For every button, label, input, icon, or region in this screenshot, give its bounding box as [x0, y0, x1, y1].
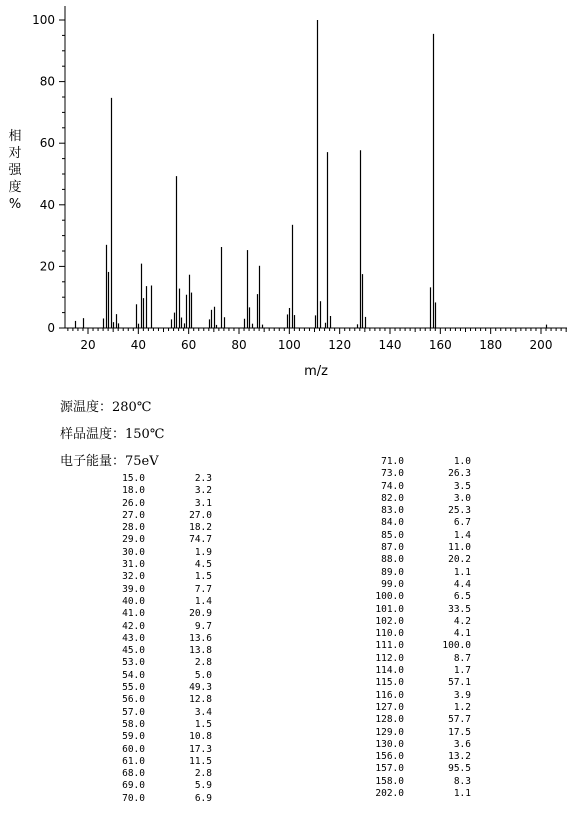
y-axis-label-char: 度: [8, 180, 22, 195]
mz-value: 82.0: [381, 492, 404, 504]
mz-value: 31.0: [122, 559, 145, 571]
abundance-value: 3.4: [194, 706, 212, 718]
x-tick-label: 180: [479, 338, 503, 352]
table-row: [93, 694, 212, 706]
mz-value: 57.0: [122, 706, 145, 718]
table-row: [352, 665, 471, 677]
mz-value: 58.0: [122, 718, 145, 730]
mz-value: 100.0: [375, 591, 404, 603]
abundance-value: 6.7: [453, 517, 471, 529]
mz-value: 29.0: [122, 534, 145, 546]
mz-value: 26.0: [122, 497, 145, 509]
mz-value: 202.0: [375, 788, 404, 800]
mz-value: 87.0: [381, 542, 404, 554]
abundance-value: 4.5: [194, 559, 212, 571]
abundance-value: 1.4: [194, 595, 212, 607]
y-axis-label-char: 相: [8, 129, 22, 144]
peak-table-right: [352, 456, 471, 800]
mz-value: 59.0: [122, 731, 145, 743]
abundance-value: 74.7: [189, 534, 212, 546]
table-row: [352, 739, 471, 751]
table-row: [352, 616, 471, 628]
abundance-value: 2.3: [194, 473, 212, 484]
y-tick-label: 80: [39, 74, 55, 89]
abundance-value: 1.2: [453, 701, 471, 713]
table-row: [93, 485, 212, 497]
abundance-value: 3.5: [453, 480, 471, 492]
table-row: [352, 690, 471, 702]
mz-value: 115.0: [375, 677, 404, 689]
table-row: [352, 788, 471, 800]
mz-value: 102.0: [375, 615, 404, 627]
table-row: [93, 498, 212, 510]
mz-value: 158.0: [375, 775, 404, 787]
x-tick-label: 200: [529, 338, 553, 352]
abundance-value: 3.6: [453, 738, 471, 750]
electron-energy: 电子能量：75eV: [60, 454, 159, 469]
abundance-value: 3.9: [453, 689, 471, 701]
mz-value: 129.0: [375, 726, 404, 738]
table-row: [352, 653, 471, 665]
abundance-value: 1.4: [453, 529, 471, 541]
table-row: [93, 793, 212, 805]
abundance-value: 13.6: [189, 632, 212, 644]
table-row: [93, 608, 212, 620]
abundance-value: 8.3: [453, 775, 471, 787]
mz-value: 89.0: [381, 566, 404, 578]
table-row: [352, 456, 471, 468]
abundance-value: 5.9: [194, 780, 212, 792]
y-tick-label: 20: [39, 259, 55, 274]
table-row: [352, 468, 471, 480]
mz-value: 27.0: [122, 509, 145, 521]
table-row: [93, 731, 212, 743]
table-row: [352, 776, 471, 788]
y-axis-label-char: %: [8, 197, 22, 212]
abundance-value: 100.0: [442, 640, 471, 652]
mz-value: 30.0: [122, 546, 145, 558]
abundance-value: 20.9: [189, 608, 212, 620]
abundance-value: 17.5: [448, 726, 471, 738]
mz-value: 32.0: [122, 571, 145, 583]
table-row: [93, 559, 212, 571]
y-tick-label: 0: [47, 321, 55, 335]
table-row: [93, 657, 212, 669]
abundance-value: 3.0: [453, 492, 471, 504]
abundance-value: 1.5: [194, 571, 212, 583]
x-tick-label: 100: [277, 338, 301, 352]
abundance-value: 13.2: [448, 751, 471, 763]
abundance-value: 57.7: [448, 714, 471, 726]
abundance-value: 5.0: [194, 669, 212, 681]
table-row: [352, 702, 471, 714]
mz-value: 55.0: [122, 682, 145, 694]
mz-value: 28.0: [122, 522, 145, 534]
abundance-value: 6.9: [194, 792, 212, 804]
x-tick-label: 80: [231, 338, 247, 352]
x-tick-label: 60: [181, 338, 197, 352]
mz-value: 128.0: [375, 714, 404, 726]
table-row: [93, 584, 212, 596]
x-tick-label: 120: [328, 338, 352, 352]
source-temperature: 源温度：280℃: [60, 400, 152, 415]
y-axis-label-char: 对: [8, 146, 22, 161]
peak-table-left: [93, 473, 212, 805]
y-tick-label: 40: [39, 197, 55, 212]
abundance-value: 4.2: [453, 615, 471, 627]
mz-value: 74.0: [381, 480, 404, 492]
mz-value: 18.0: [122, 485, 145, 497]
mz-value: 54.0: [122, 669, 145, 681]
mz-value: 157.0: [375, 763, 404, 775]
abundance-value: 1.1: [453, 788, 471, 800]
y-tick-label: 100: [32, 13, 55, 27]
table-row: [93, 510, 212, 522]
mz-value: 84.0: [381, 517, 404, 529]
y-axis-label-char: 强: [8, 163, 22, 178]
abundance-value: 2.8: [194, 657, 212, 669]
mz-value: 70.0: [122, 792, 145, 804]
x-tick-label: 140: [378, 338, 402, 352]
table-row: [93, 682, 212, 694]
abundance-value: 2.8: [194, 768, 212, 780]
table-row: [352, 493, 471, 505]
table-row: [352, 751, 471, 763]
mz-value: 110.0: [375, 628, 404, 640]
mz-value: 101.0: [375, 603, 404, 615]
table-row: [352, 591, 471, 603]
abundance-value: 49.3: [189, 682, 212, 694]
table-row: [93, 522, 212, 534]
table-row: [93, 744, 212, 756]
table-row: [352, 579, 471, 591]
mz-value: 69.0: [122, 780, 145, 792]
mz-value: 111.0: [375, 640, 404, 652]
y-axis-label: [6, 128, 24, 213]
table-row: [352, 677, 471, 689]
mz-value: 43.0: [122, 632, 145, 644]
abundance-value: 4.1: [453, 628, 471, 640]
abundance-value: 95.5: [448, 763, 471, 775]
table-row: [93, 547, 212, 559]
table-row: [352, 763, 471, 775]
abundance-value: 4.4: [453, 578, 471, 590]
mz-value: 42.0: [122, 620, 145, 632]
table-row: [93, 621, 212, 633]
mz-value: 41.0: [122, 608, 145, 620]
abundance-value: 17.3: [189, 743, 212, 755]
abundance-value: 8.7: [453, 652, 471, 664]
mz-value: 39.0: [122, 583, 145, 595]
abundance-value: 26.3: [448, 468, 471, 480]
table-row: [93, 768, 212, 780]
mz-value: 73.0: [381, 468, 404, 480]
abundance-value: 18.2: [189, 522, 212, 534]
abundance-value: 3.2: [194, 485, 212, 497]
table-row: [352, 517, 471, 529]
x-tick-label: 160: [428, 338, 452, 352]
table-row: [352, 481, 471, 493]
table-row: [352, 567, 471, 579]
mz-value: 112.0: [375, 652, 404, 664]
table-row: [93, 780, 212, 792]
mz-value: 99.0: [381, 578, 404, 590]
mz-value: 56.0: [122, 694, 145, 706]
table-row: [93, 473, 212, 485]
mz-value: 71.0: [381, 456, 404, 467]
sample-temperature: 样品温度：150℃: [60, 427, 165, 442]
mz-value: 45.0: [122, 645, 145, 657]
table-row: [93, 645, 212, 657]
table-row: [93, 596, 212, 608]
abundance-value: 11.5: [189, 755, 212, 767]
table-row: [93, 571, 212, 583]
table-row: [93, 633, 212, 645]
abundance-value: 7.7: [194, 583, 212, 595]
table-row: [93, 670, 212, 682]
abundance-value: 6.5: [453, 591, 471, 603]
mz-value: 40.0: [122, 595, 145, 607]
mz-value: 130.0: [375, 738, 404, 750]
table-row: [352, 505, 471, 517]
abundance-value: 1.5: [194, 718, 212, 730]
mz-value: 88.0: [381, 554, 404, 566]
abundance-value: 3.1: [194, 497, 212, 509]
y-tick-label: 60: [39, 136, 55, 151]
mz-value: 53.0: [122, 657, 145, 669]
table-row: [352, 530, 471, 542]
abundance-value: 12.8: [189, 694, 212, 706]
mz-value: 116.0: [375, 689, 404, 701]
abundance-value: 13.8: [189, 645, 212, 657]
abundance-value: 1.1: [453, 566, 471, 578]
abundance-value: 25.3: [448, 505, 471, 517]
abundance-value: 27.0: [189, 509, 212, 521]
abundance-value: 11.0: [448, 542, 471, 554]
x-axis-label: m/z: [304, 364, 328, 379]
mass-spectrum-chart: [0, 0, 570, 385]
abundance-value: 9.7: [194, 620, 212, 632]
table-row: [352, 604, 471, 616]
abundance-value: 1.7: [453, 665, 471, 677]
abundance-value: 1.0: [453, 456, 471, 467]
table-row: [93, 719, 212, 731]
table-row: [352, 714, 471, 726]
abundance-value: 1.9: [194, 546, 212, 558]
table-row: [352, 640, 471, 652]
table-row: [352, 554, 471, 566]
x-tick-label: 40: [130, 338, 146, 352]
mz-value: 68.0: [122, 768, 145, 780]
mz-value: 114.0: [375, 665, 404, 677]
abundance-value: 20.2: [448, 554, 471, 566]
abundance-value: 33.5: [448, 603, 471, 615]
mz-value: 61.0: [122, 755, 145, 767]
table-row: [352, 542, 471, 554]
abundance-value: 10.8: [189, 731, 212, 743]
mz-value: 15.0: [122, 473, 145, 484]
mz-value: 60.0: [122, 743, 145, 755]
x-tick-label: 20: [80, 338, 96, 352]
mz-value: 127.0: [375, 701, 404, 713]
table-row: [352, 727, 471, 739]
mz-value: 85.0: [381, 529, 404, 541]
abundance-value: 57.1: [448, 677, 471, 689]
table-row: [352, 628, 471, 640]
mz-value: 83.0: [381, 505, 404, 517]
table-row: [93, 707, 212, 719]
table-row: [93, 534, 212, 546]
table-row: [93, 756, 212, 768]
mz-value: 156.0: [375, 751, 404, 763]
